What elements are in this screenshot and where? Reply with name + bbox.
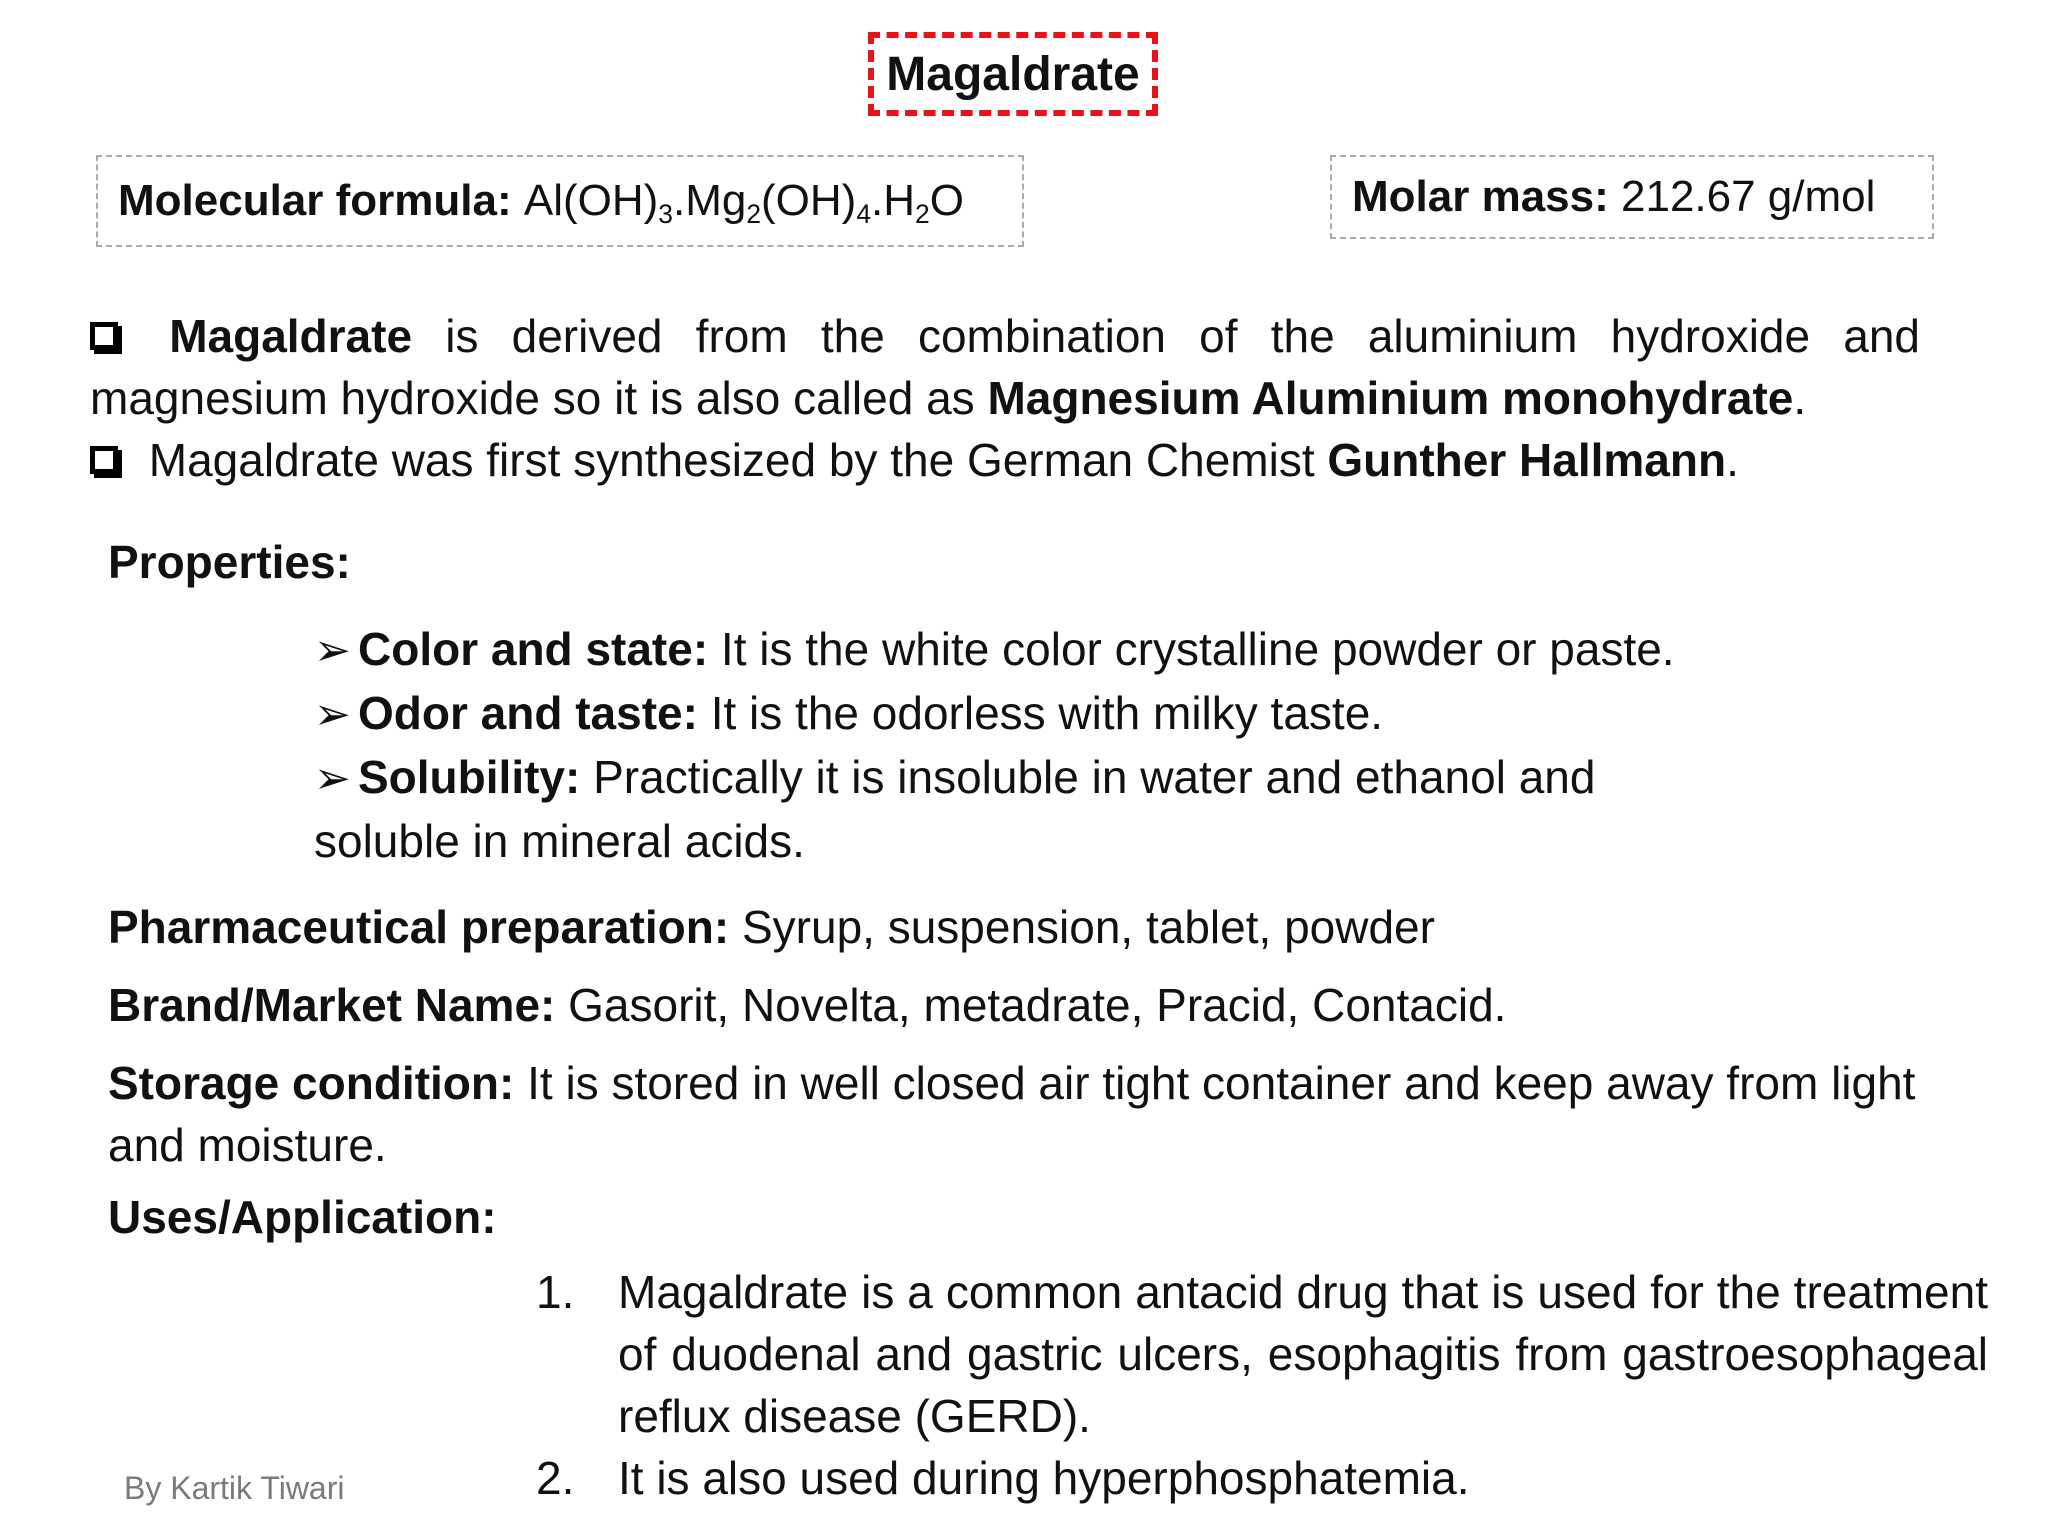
properties-list bbox=[314, 618, 1714, 872]
storage-condition: Storage condition: It is stored in well closed air tight container and keep away from light and moisture. bbox=[108, 1057, 1916, 1171]
formula-value: $Al(OH)_3.Mg_2(OH)_4.H_2O$ bbox=[523, 176, 964, 229]
property-item: ➢ Solubility: Practically it is insoluble in water and ethanol and soluble in mineral acids. bbox=[314, 746, 1644, 872]
properties-heading: Properties: bbox=[108, 536, 351, 588]
molar-mass-value: 212.67 g/mol bbox=[1621, 172, 1876, 221]
formula-label: Molecular formula: bbox=[118, 176, 512, 225]
arrow-bullet-icon: ➢ bbox=[314, 626, 351, 675]
uses-heading: Uses/Application: bbox=[108, 1191, 497, 1243]
list-item: 2. It is also used during hyperphosphatemia. bbox=[536, 1452, 1470, 1504]
molar-mass-box bbox=[1330, 155, 1934, 239]
intro-bullet: Magaldrate is derived from the combination of the aluminium hydroxide and magnesium hydroxide so it is also called as Magnesium Aluminium monohydrate. bbox=[90, 310, 1921, 424]
checkbox-bullet-icon bbox=[90, 322, 118, 350]
page-title-text: Magaldrate bbox=[886, 47, 1140, 101]
property-item: ➢ Odor and taste: It is the odorless with milky taste. bbox=[314, 682, 1714, 746]
page-title bbox=[868, 32, 1158, 116]
author-credit: By Kartik Tiwari bbox=[124, 1470, 345, 1506]
arrow-bullet-icon: ➢ bbox=[314, 690, 351, 739]
pharmaceutical-preparation: Pharmaceutical preparation: Syrup, suspension, tablet, powder bbox=[108, 901, 1435, 953]
property-item: ➢ Color and state: It is the white color crystalline powder or paste. bbox=[314, 618, 1714, 682]
list-item: 1. Magaldrate is a common antacid drug that is used for the treatment of duodenal and gastric ulcers, esophagitis from gastroesophageal reflux disease (GERD). bbox=[536, 1266, 1988, 1442]
uses-list bbox=[536, 1261, 1988, 1509]
intro-section bbox=[90, 305, 1920, 491]
molecular-formula-box bbox=[96, 155, 1024, 247]
intro-bullet: Magaldrate was first synthesized by the German Chemist Gunther Hallmann. bbox=[90, 429, 1920, 491]
brand-names: Brand/Market Name: Gasorit, Novelta, metadrate, Pracid, Contacid. bbox=[108, 979, 1507, 1031]
checkbox-bullet-icon bbox=[90, 446, 118, 474]
molar-mass-label: Molar mass: bbox=[1352, 172, 1609, 221]
arrow-bullet-icon: ➢ bbox=[314, 754, 351, 803]
